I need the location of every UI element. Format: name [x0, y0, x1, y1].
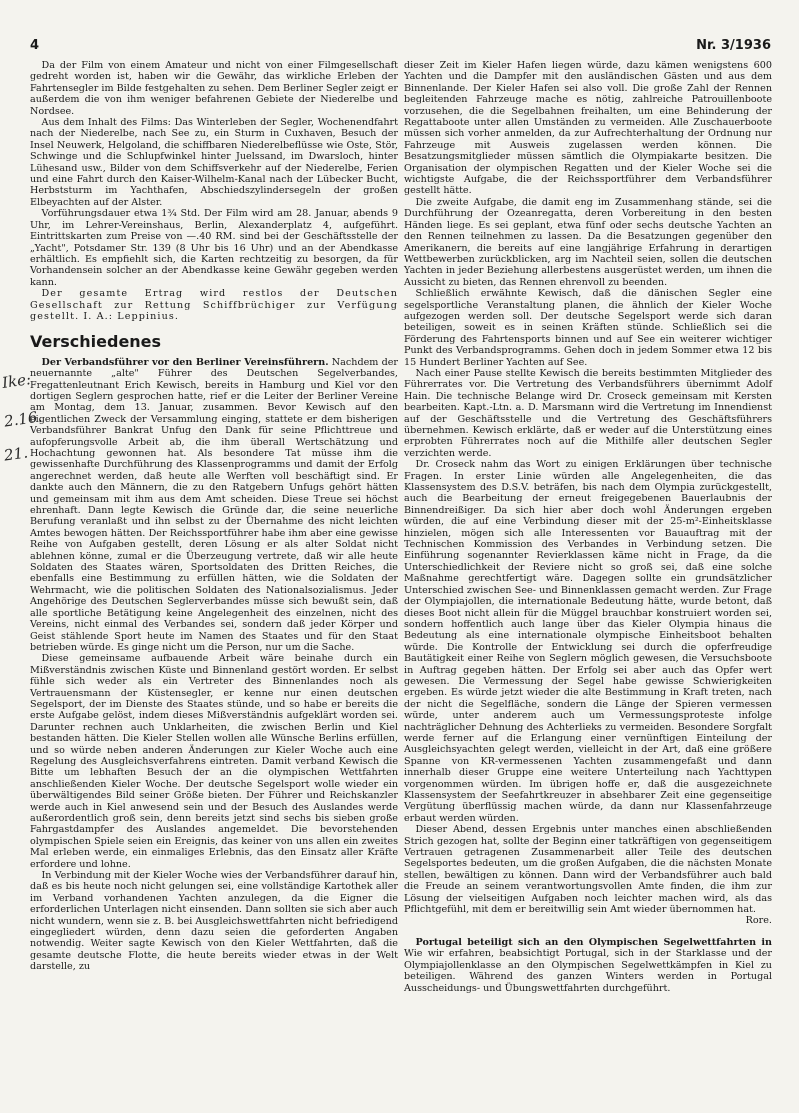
section-title: Verschiedenes [30, 332, 162, 352]
margin-note: Ike: [0, 370, 33, 392]
intro-paragraph: Vorführungsdauer etwa 1¾ Std. Der Film wird am 28. Januar, abends 9 Uhr, im Lehrer-Vereinshaus, Berlin, Alexanderplatz 4, aufgeführt. Eintrittskarten zum Preise von —.40 RM. sind bei der Geschäftsstelle der „Yacht", Potsdamer Str. 139 (8 Uhr bis 16 Uhr) und an der Abendkasse erhältlich. Es empfiehlt sich, die Karten rechtzeitig zu besorgen, da für Vorhandensein solcher an der Abendkasse keine Gewähr gegeben werden kann. [30, 208, 398, 288]
article-paragraph: In Verbindung mit der Kieler Woche wies der Verbandsführer darauf hin, daß es bis heute noch nicht gelungen sei, eine vollständige Kartothek aller im Verband vorhandenen Yachten anzulegen, da die Eigner die erforderlichen Unterlagen nicht einsenden. Dann sollten sie sich aber auch nicht wundern, wenn sie z. B. bei Ausgleichswettfahrten nicht befriedigend eingegliedert würden, denn dazu seien die geforderten Angaben notwendig. Weiter sagte Kewisch von den Kieler Wettfahrten, daß die gesamte deutsche Flotte, die heute bereits wieder etwas in der Welt darstelle, zu [30, 870, 398, 973]
article-paragraph: Diese gemeinsame aufbauende Arbeit wäre beinahe durch ein Mißverständnis zwischen Küste und Binnenland gestört worden. Er selbst fühle sich weder als ein Vertreter des Binnenlandes noch als Vertrauensmann der Küstensegler, er kenne nur einen deutschen Segelsport, der im Dienste des Staates stünde, und so habe er bereits die erste Aufgabe gelöst, indem dieses Mißverständnis aufgeklärt worden sei. Darunter rechnen auch Unklarheiten, die zwischen Berlin und Kiel bestanden hätten. Die Kieler Stellen wollen alle Wünsche Berlins erfüllen, und so würde neben anderen Änderungen zur Kieler Woche auch eine Regelung des Ausgleichsverfahrens eintreten. Damit verband Kewisch die Bitte um lebhaften Besuch der an die olympischen Wettfahrten anschließenden Kieler Woche. Der deutsche Segelsport wolle wieder ein überwältigendes Bild seiner Größe bieten. Der Führer und Reichskanzler werde auch in Kiel anwesend sein und der Besuch des Auslandes werde außerordentlich groß sein, denn bereits jetzt sind sechs bis sieben große Fahrgastdampfer des Auslandes angemeldet. Die bevorstehenden olympischen Spiele seien ein Ereignis, das keiner von uns allen ein zweites Mal erleben werde, ein einmaliges Erlebnis, das den Einsatz aller Kräfte erfordere und lohne. [30, 653, 398, 870]
right-column [404, 60, 772, 994]
issue-number: Nr. 3/1936 [696, 38, 771, 53]
article-lead: Der Verbandsführer vor den Berliner Vereinsführern. [41, 356, 329, 368]
proceeds-signature: I. A.: Leppinius. [83, 310, 180, 322]
article-paragraph: Die zweite Aufgabe, die damit eng im Zusammenhang stände, sei die Durchführung der Ozeanregatta, deren Vorbereitung in den besten Händen liege. Es sei geplant, etwa fünf oder sechs deutsche Yachten an den Rennen teilnehmen zu lassen. Da die Besatzungen gegenüber den Amerikanern, die bereits auf eine langjährige Erfahrung in derartigen Wettbewerben zurückblicken, arg im Nachteil seien, sollen die deutschen Yachten in jeder Beziehung allerbestens ausgerüstet werden, um ihnen die Aussicht zu bieten, das Rennen ehrenvoll zu beenden. [404, 196, 772, 288]
margin-note: 21. [2, 443, 29, 465]
page-number: 4 [30, 38, 40, 53]
handwritten-margin-notes [0, 370, 44, 480]
article-paragraph: Der Verbandsführer vor den Berliner Vereinsführern. Nachdem der neuernannte „alte" Führer des Deutschen Segelverbandes, Fregattenleutnant Erich Kewisch, bereits in Hamburg und Kiel vor den dortigen Seglern gesprochen hatte, rief er die Leiter der Berliner Vereine am Montag, dem 13. Januar, zusammen. Bevor Kewisch auf den eigentlichen Zweck der Versammlung einging, stattete er dem bisherigen Verbandsführer Bankrat Unfug den Dank für seine Pflichttreue und aufopferungsvolle Arbeit ab, die ihm überall Wertschätzung und Hochachtung gewonnen hat. Als besondere Tat müsse ihm die gewissenhafte Durchführung des Klassenprogramms und damit der Erfolg angerechnet werden, daß heute alle Werften voll beschäftigt sind. Er dankte auch den Männern, die zu den Ratgebern Unfugs gehört hätten und gemeinsam mit ihm aus dem Amt scheiden. Diese Treue sei höchst ehrenhaft. Dann legte Kewisch die Gründe dar, die seine neuerliche Berufung veranlaßt und ihn selbst zu der Übernahme des nicht leichten Amtes bewogen hätten. Der Reichssportführer habe ihm aber eine gewisse Reihe von Aufgaben gestellt, deren Lösung er als alter Soldat nicht ablehnen könne, zumal er die Überzeugung vertrete, daß wir alle heute Soldaten des Staates wären, Sportsoldaten des Dritten Reiches, die ebenfalls eine Bestimmung zu erfüllen hätten, wie die Soldaten der Wehrmacht, wie die politischen Soldaten des Nationalsozialismus. Jeder Angehörige des Deutschen Seglerverbandes müsse sich bewußt sein, daß alle sportliche Betätigung keine Angelegenheit des einzelnen, nicht des Vereins, nicht einmal des Verbandes sei, sondern daß jeder Körper und Geist stählende Sport heute im Namen des Staates und für den Staat betrieben würde. Es ginge nicht um die Person, nur um die Sache. [30, 356, 398, 653]
intro-paragraph: Da der Film von einem Amateur und nicht von einer Filmgesellschaft gedreht worden ist, haben wir die Gewähr, das wirkliche Erleben der Fahrtensegler im Bilde festgehalten zu sehen. Dem Berliner Segler zeigt er außerdem die von ihm weniger befahrenen Gebiete der Niederelbe und Nordsee. [30, 60, 398, 117]
proceeds-note: Der gesamte Ertrag wird restlos der Deutschen Gesellschaft zur Rettung Schiffbrüchiger zur Verfügung gestellt. I. A.: Leppinius. [30, 288, 398, 322]
closing-signature: Rore. [745, 915, 772, 927]
intro-paragraph: Aus dem Inhalt des Films: Das Winterleben der Segler, Wochenendfahrt nach der Niederelbe, nach See zu, ein Sturm in Cuxhaven, Besuch der Insel Neuwerk, Helgoland, die schiffbaren Niederelbeflüsse wie Oste, Stör, Schwinge und die Schlupfwinkel hinter Juelssand, im Dwarsloch, hinter Lühesand usw., Bilder von dem Schiffsverkehr auf der Niederelbe, Ferien und eine Fahrt durch den Kaiser-Wilhelm-Kanal nach der Lübecker Bucht, Herbststurm im Yachthafen, Abschiedszylindersegeln der großen Elbeyachten auf der Alster. [30, 117, 398, 208]
article-paragraph: Dieser Abend, dessen Ergebnis unter manches einen abschließenden Strich gezogen hat, sollte der Beginn einer tatkräftigen von gegenseitigem Vertrauen getragenen Zusammenarbeit aller Teile des deutschen Segelsportes bedeuten, um die großen Aufgaben, die die nächsten Monate stellen, bewältigen zu können. Dann wird der Verbandsführer auch bald die Freude an seinem verantwortungsvollen Amte finden, die ihm zur Lösung der vielseitigen Aufgaben noch leichter machen wird, als das Pflichtgefühl, mit dem er bereitwillig sein Amt wieder übernommen hat. [404, 824, 772, 916]
article-paragraph: Dr. Croseck nahm das Wort zu einigen Erklärungen über technische Fragen. In erster Linie würden alle Angelegenheiten, die das Klassensystem des D.S.V. beträfen, bis nach dem Olympia zurückgestellt, auch die Bearbeitung der erneut freigegebenen Bauerlaubnis der Binnendreißiger. Da sich hier aber doch wohl Änderungen ergeben würden, die auf eine Verbindung dieser mit der 25-m²-Einheitsklasse hinzielen, mögen sich alle Interessenten vor Bauauftrag mit der Technischen Kommission des Verbandes in Verbindung setzen. Die Einführung sogenannter Revierklassen käme nicht in Frage, da die Unterschiedlichkeit der Reviere nicht so groß sei, daß eine solche Maßnahme gerechtfertigt wäre. Dagegen sollte ein grundsätzlicher Unterschied zwischen See- und Binnenklassen gemacht werden. Zur Frage der Olympiajollen, die internationale Bedeutung hätte, wurde betont, daß dieses Boot nicht allein für die Müggel brauchbar konstruiert worden sei, sondern hoffentlich auch lange über das Kieler Olympia hinaus die Bedeutung als eine internationale olympische Einheitsboot behalten würde. Die Kontrolle der Entwicklung sei durch die opferfreudige Bautätigkeit einer Reihe von Seglern möglich gewesen, die Versuchsboote in Auftrag gegeben hätten. Der Erfolg sei aber auch das Opfer wert gewesen. Die Vermessung der Segel habe gewisse Schwierigkeiten ergeben. Es würde jetzt wieder die alte Bestimmung in Kraft treten, nach der nicht die Segelfläche, sondern die Länge der Spieren vermessen würde, unter anderem auch um Vermessungsproteste infolge nachträglicher Dehnung des Achterlieks zu vermeiden. Besondere Sorgfalt werde ferner auf die Erlangung einer vernünftigen Einteilung der Ausgleichsyachten gelegt werden, vielleicht in der Art, daß eine größere Spanne von KR-vermessenen Yachten zusammengefaßt und dann innerhalb dieser Gruppe eine weitere Unterteilung nach Yachttypen vorgenommen würden. Im übrigen hoffe er, daß die ausgezeichnete Klassensystem der Seefahrtkreuzer in absehbarer Zeit eine gegenseitige Vergütung überflüssig machen würde, da dann nur Klassenfahrzeuge erbaut werden würden. [404, 459, 772, 824]
left-column [30, 60, 398, 973]
article-paragraph: Schließlich erwähnte Kewisch, daß die dänischen Segler eine segelsportliche Veranstaltung planen, die ähnlich der Kieler Woche aufgezogen werden soll. Der deutsche Segelsport werde sich daran beteiligen, soweit es in seinen Kräften stünde. Schließlich sei die Förderung des Fahrtensports binnen und auf See ein weiterer wichtiger Punkt des Verbandsprogramms. Gehen doch in jedem Sommer etwa 12 bis 15 Hundert Berliner Yachten auf See. [404, 288, 772, 368]
article-paragraph: Nach einer Pause stellte Kewisch die bereits bestimmten Mitglieder des Führerrates vor. Die Vertretung des Verbandsführers übernimmt Adolf Hain. Die technische Belange wird Dr. Croseck gemeinsam mit Kersten bearbeiten. Kapt.-Ltn. a. D. Marsmann wird die Vertretung im Innendienst auf der Geschäftsstelle und die Vertretung des Geschäftsführers übernehmen. Kewisch erklärte, daß er weder auf die Unterstützung eines erprobten Führerrates noch auf die Mithilfe aller deutschen Segler verzichten werde. [404, 367, 772, 459]
portugal-news: Portugal beteiligt sich an den Olympischen Segelwettfahrten in Wie wir erfahren, beabsichtigt Portugal, sich in der Starklasse und der Olympiajollenklasse an den Olympischen Segelwettkämpfen in Kiel zu beteiligen. Während des ganzen Winters werden in Portugal Ausscheidungs- und Übungswettfahrten durchgeführt. [404, 936, 772, 994]
margin-note: 2.16. [2, 407, 44, 431]
article-paragraph: dieser Zeit im Kieler Hafen liegen würde, dazu kämen wenigstens 600 Yachten und die Dampfer mit den ausländischen Gästen und aus dem Binnenlande. Der Kieler Hafen sei also voll. Die große Zahl der Rennen begleitenden Fahrzeuge mache es nötig, zahlreiche Patrouillenboote vorzusehen, die die Segelbahnen freihalten, um eine Behinderung der Regattaboote unter allen Umständen zu vermeiden. Alle Zuschauerboote müssen sich vorher anmelden, da zur Aufrechterhaltung der Ordnung nur Fahrzeuge mit Ausweis zugelassen werden können. Die Besatzungsmitglieder müssen sämtlich die Olympiakarte besitzen. Die Organisation der olympischen Regatten und der Kieler Woche sei die wichtigste Aufgabe, die der Reichssportführer dem Verbandsführer gestellt hätte. [404, 60, 772, 197]
portugal-lead: Portugal beteiligt sich an den Olympischen Segelwettfahrten in [415, 936, 772, 948]
